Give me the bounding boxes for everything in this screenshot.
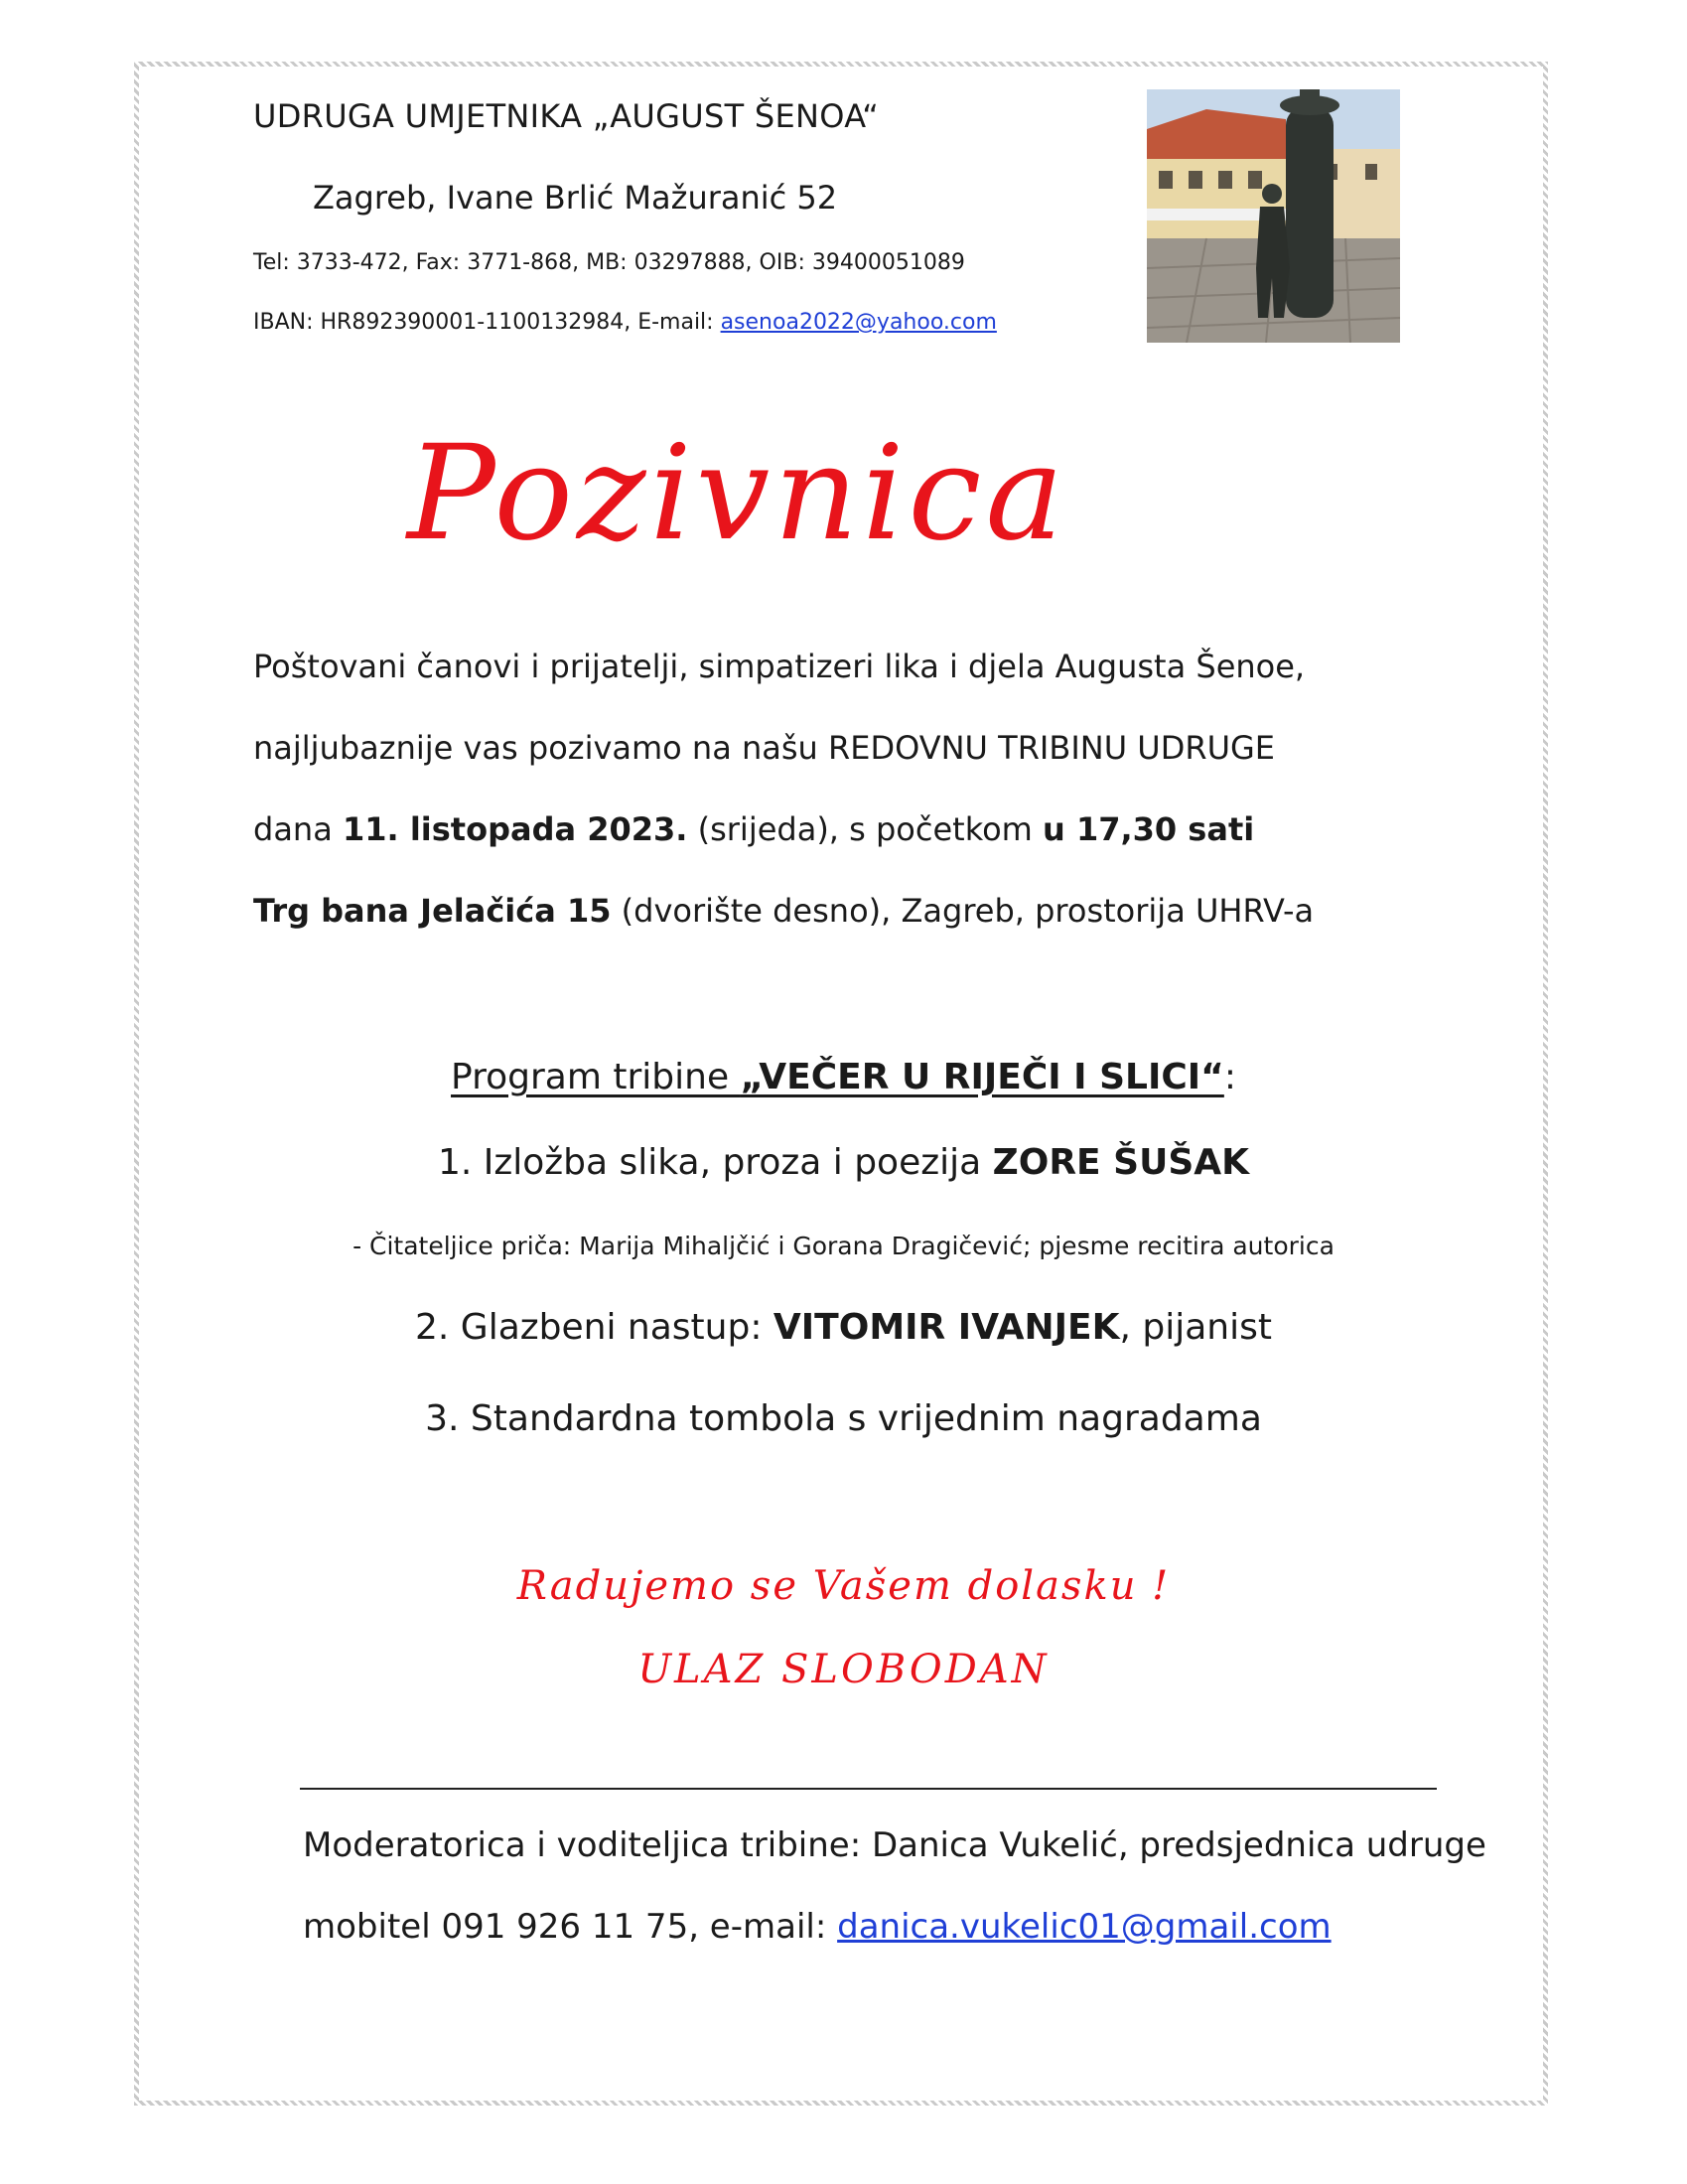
org-email-link[interactable]: asenoa2022@yahoo.com xyxy=(720,310,997,335)
statue-photo xyxy=(1147,89,1400,343)
location-line xyxy=(253,892,1314,930)
program-heading-prefix: Program tribine xyxy=(451,1057,741,1097)
footer-divider xyxy=(300,1788,1437,1790)
moderator-email-link[interactable]: danica.vukelic01@gmail.com xyxy=(837,1907,1332,1947)
program-item-2-suffix: , pijanist xyxy=(1119,1307,1272,1348)
event-place: Trg bana Jelačića 15 xyxy=(253,892,612,930)
moderator-line: Moderatorica i voditeljica tribine: Danica Vukelić, predsjednica udruge xyxy=(303,1825,1486,1865)
iban-text: IBAN: HR892390001-1100132984, E-mail: xyxy=(253,310,721,335)
program-heading-underlined xyxy=(451,1057,1224,1097)
program-heading-title: „VEČER U RIJEČI I SLICI“ xyxy=(740,1057,1224,1097)
date-prefix: dana xyxy=(253,810,343,848)
event-time: u 17,30 sati xyxy=(1043,810,1255,848)
greeting-line: Poštovani čanovi i prijatelji, simpatizeri lika i djela Augusta Šenoe, xyxy=(253,648,1306,685)
statue-photo-graphic xyxy=(1147,89,1400,343)
org-iban-line xyxy=(253,310,997,335)
program-item-1 xyxy=(0,1142,1687,1183)
program-heading-suffix: : xyxy=(1223,1057,1236,1097)
event-date: 11. listopada 2023. xyxy=(342,810,688,848)
mobile-line xyxy=(303,1907,1332,1947)
program-item-2 xyxy=(0,1307,1687,1348)
org-address: Zagreb, Ivane Brlić Mažuranić 52 xyxy=(313,179,838,217)
program-item-2-text: 2. Glazbeni nastup: xyxy=(415,1307,773,1348)
invitation-title: Pozivnica xyxy=(407,417,1068,570)
program-item-1-text: 1. Izložba slika, proza i poezija xyxy=(437,1142,993,1183)
program-item-1-artist: ZORE ŠUŠAK xyxy=(992,1142,1250,1183)
free-entry-note: ULAZ SLOBODAN xyxy=(637,1647,1050,1692)
program-item-2-performer: VITOMIR IVANJEK xyxy=(773,1307,1120,1348)
program-item-1-note: - Čitateljice priča: Marija Mihaljčić i Gorana Dragičević; pjesme recitira autorica xyxy=(352,1232,1335,1260)
welcome-message: Radujemo se Vašem dolasku ! xyxy=(516,1563,1171,1609)
program-heading xyxy=(0,1057,1687,1097)
date-time-line xyxy=(253,810,1254,848)
date-middle: (srijeda), s početkom xyxy=(687,810,1044,848)
place-details: (dvorište desno), Zagreb, prostorija UHRV-a xyxy=(611,892,1315,930)
mobile-text: mobitel 091 926 11 75, e-mail: xyxy=(303,1907,838,1947)
org-name: UDRUGA UMJETNIKA „AUGUST ŠENOA“ xyxy=(253,97,880,135)
org-contact: Tel: 3733-472, Fax: 3771-868, MB: 03297888, OIB: 39400051089 xyxy=(253,250,965,275)
program-item-3: 3. Standardna tombola s vrijednim nagradama xyxy=(425,1398,1262,1439)
invitation-line: najljubaznije vas pozivamo na našu REDOVNU TRIBINU UDRUGE xyxy=(253,729,1276,767)
